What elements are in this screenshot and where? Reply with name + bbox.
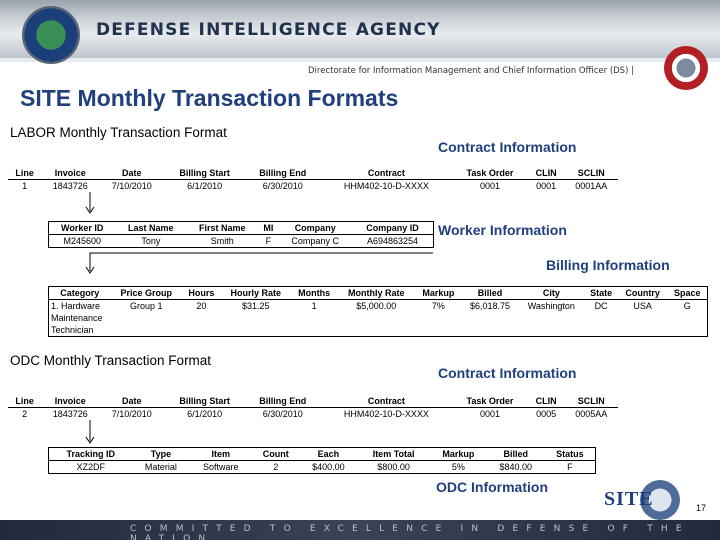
column-header: Item	[189, 448, 252, 461]
table-cell: Material	[144, 462, 177, 472]
table-header-row	[49, 287, 708, 300]
odc-contract-table	[8, 395, 618, 420]
column-header: Billing End	[245, 395, 321, 408]
page-number: 17	[696, 503, 707, 513]
table-cell: Washington	[527, 301, 575, 311]
table-cell: F	[265, 236, 272, 246]
column-header: Type	[132, 448, 189, 461]
table-cell: $400.00	[312, 462, 345, 472]
table-row	[49, 461, 596, 474]
column-header: State	[584, 287, 618, 300]
table-cell: 0005	[536, 409, 557, 419]
column-header: Price Group	[111, 287, 183, 300]
column-header: Markup	[430, 448, 487, 461]
table-cell: 0001	[479, 409, 500, 419]
worker-info-label: Worker Information	[438, 222, 567, 238]
table-cell: 6/30/2010	[262, 409, 303, 419]
column-header: Count	[252, 448, 299, 461]
table-header-row	[49, 448, 596, 461]
column-header: SCLIN	[565, 167, 618, 180]
column-header: Date	[99, 395, 164, 408]
column-header: CLIN	[528, 395, 565, 408]
column-header: Billing Start	[164, 395, 245, 408]
column-header: Company ID	[352, 222, 434, 235]
table-cell: A694863254	[366, 236, 419, 246]
table-cell: 2	[273, 462, 279, 472]
table-cell: 5%	[451, 462, 465, 472]
column-header: Item Total	[357, 448, 430, 461]
table-cell: $6,018.75	[469, 301, 511, 311]
labor-worker-table	[48, 221, 434, 248]
footer-motto: COMMITTED TO EXCELLENCE IN DEFENSE OF THE NATION	[130, 524, 690, 540]
table-cell: M245600	[63, 236, 101, 246]
table-cell: $31.25	[242, 301, 270, 311]
table-cell: 7%	[431, 301, 445, 311]
table-cell: Software	[202, 462, 239, 472]
table-cell: 1	[22, 181, 28, 191]
column-header: Billing Start	[164, 167, 245, 180]
column-header: First Name	[186, 222, 258, 235]
table-cell: 2	[22, 409, 28, 419]
column-header: Contract	[321, 167, 453, 180]
dia-seal-icon	[22, 6, 80, 64]
column-header: Status	[545, 448, 596, 461]
column-header: Billing End	[245, 167, 321, 180]
table-cell: XZ2DF	[76, 462, 105, 472]
column-header: Category	[49, 287, 111, 300]
table-row	[49, 235, 434, 248]
table-cell: 0001	[536, 181, 557, 191]
column-header: Months	[291, 287, 337, 300]
column-header: SCLIN	[565, 395, 618, 408]
table-cell: $5,000.00	[356, 301, 397, 311]
table-cell: 7/10/2010	[111, 181, 152, 191]
column-header: MI	[258, 222, 278, 235]
header-divider	[0, 58, 720, 62]
table-cell: 6/1/2010	[187, 181, 223, 191]
site-logo: SITE	[604, 488, 654, 510]
odc-section-title: ODC Monthly Transaction Format	[10, 353, 212, 368]
table-cell: 0001AA	[575, 181, 608, 191]
table-cell: Smith	[210, 236, 234, 246]
column-header: Invoice	[41, 167, 99, 180]
table-header-row	[8, 395, 618, 408]
cio-seal-icon	[664, 46, 708, 90]
directorate-line: Directorate for Information Management and Chief Information Officer (DS) |	[308, 66, 634, 76]
labor-section-title: LABOR Monthly Transaction Format	[10, 125, 227, 140]
column-header: Country	[618, 287, 668, 300]
labor-billing-table	[48, 286, 708, 337]
table-cell: $800.00	[377, 462, 410, 472]
table-cell: Tony	[141, 236, 161, 246]
table-row	[8, 408, 618, 421]
labor-contract-info-label: Contract Information	[438, 139, 577, 155]
column-header: Monthly Rate	[337, 287, 415, 300]
table-header-row	[8, 167, 618, 180]
column-header: Invoice	[41, 395, 99, 408]
table-cell: HHM402-10-D-XXXX	[343, 409, 429, 419]
column-header: Space	[667, 287, 707, 300]
column-header: Tracking ID	[49, 448, 133, 461]
connector-arrow-icon	[84, 192, 98, 216]
connector-arrow-icon	[84, 252, 434, 276]
table-cell: 1. Hardware Maintenance Technician	[51, 301, 103, 335]
table-cell: 1843726	[52, 181, 88, 191]
table-cell: 6/1/2010	[187, 409, 223, 419]
table-cell: USA	[633, 301, 652, 311]
table-cell: 0005AA	[575, 409, 608, 419]
column-header: Line	[8, 395, 41, 408]
odc-contract-info-label: Contract Information	[438, 365, 577, 381]
table-cell: G	[683, 301, 691, 311]
labor-contract-table	[8, 167, 618, 192]
table-row	[8, 180, 618, 193]
table-cell: DC	[594, 301, 608, 311]
table-cell: 20	[196, 301, 207, 311]
table-cell: 1	[311, 301, 317, 311]
table-header-row	[49, 222, 434, 235]
table-row	[49, 300, 708, 337]
table-cell: 6/30/2010	[262, 181, 303, 191]
table-cell: F	[567, 462, 573, 472]
column-header: Hourly Rate	[221, 287, 291, 300]
column-header: Task Order	[452, 395, 527, 408]
table-cell: 0001	[479, 181, 500, 191]
column-header: Line	[8, 167, 41, 180]
column-header: Markup	[415, 287, 461, 300]
billing-info-label: Billing Information	[546, 257, 670, 273]
column-header: CLIN	[528, 167, 565, 180]
column-header: Worker ID	[49, 222, 116, 235]
column-header: Contract	[321, 395, 453, 408]
column-header: Billed	[462, 287, 519, 300]
column-header: Company	[278, 222, 352, 235]
table-cell: 1843726	[52, 409, 88, 419]
column-header: City	[518, 287, 584, 300]
column-header: Last Name	[115, 222, 186, 235]
table-cell: 7/10/2010	[111, 409, 152, 419]
column-header: Hours	[182, 287, 221, 300]
table-cell: Company C	[291, 236, 339, 246]
page-title: SITE Monthly Transaction Formats	[20, 85, 399, 111]
agency-name: DEFENSE INTELLIGENCE AGENCY	[96, 20, 441, 40]
column-header: Task Order	[452, 167, 527, 180]
column-header: Billed	[487, 448, 545, 461]
column-header: Date	[99, 167, 164, 180]
odc-info-label: ODC Information	[436, 479, 548, 495]
connector-arrow-icon	[84, 420, 98, 446]
table-cell: HHM402-10-D-XXXX	[343, 181, 429, 191]
column-header: Each	[299, 448, 357, 461]
odc-items-table	[48, 447, 596, 474]
table-cell: Group 1	[129, 301, 163, 311]
table-cell: $840.00	[499, 462, 533, 472]
